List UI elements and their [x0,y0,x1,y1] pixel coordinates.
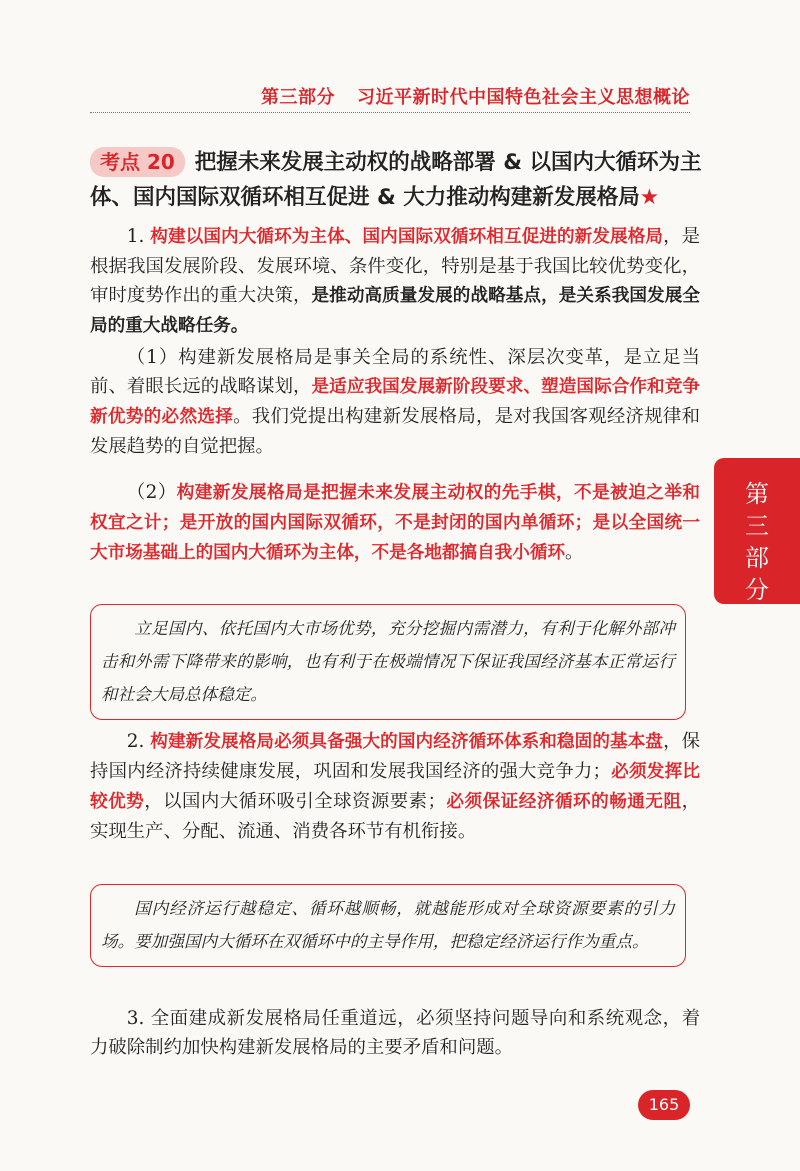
side-tab-char: 部 [745,544,769,572]
paragraph-2 [90,727,700,846]
header-title: 习近平新时代中国特色社会主义思想概论 [357,87,690,108]
body-text: （2） [126,482,177,503]
note-text: 立足国内、依托国内大市场优势，充分挖掘内需潜力，有利于化解外部冲击和外需下降带来的影响，也有利于在极端情况下保证我国经济基本正常运行和社会大局总体稳定。 [101,619,675,704]
emphasis-text: 必须发挥比较优势 [90,762,700,812]
page-header [0,0,800,118]
note-text: 国内经济运行越稳定、循环越顺畅，就越能形成对全球资源要素的引力场。要加强国内大循环在双循环中的主导作用，把稳定经济运行作为重点。 [101,899,675,951]
header-divider [90,112,690,113]
page-number-badge: 165 [638,1090,690,1120]
body-text: ，以国内大循环吸引全球资源要素； [144,791,446,812]
side-tab-char: 三 [745,512,769,540]
emphasis-text: 必须保证经济循环的畅通无阻 [445,792,682,812]
running-header [261,83,690,109]
body-text: ，是根据我国发展阶段、发展环境、条件变化，特别是基于我国比较优势变化，审时度势作出的重大决策， [90,226,700,306]
note-box-1 [90,604,686,720]
emphasis-text: 构建新发展格局必须具备强大的国内经济循环体系和稳固的基本盘 [150,732,664,752]
paragraph-1 [90,222,700,341]
body-text: ，实现生产、分配、流通、消费各环节有机衔接。 [90,791,700,842]
body-text: 3. 全面建成新发展格局任重道远，必须坚持问题导向和系统观念，着力破除制约加快构建新发展格局的主要矛盾和问题。 [90,1008,700,1058]
paragraph-3 [90,1004,700,1062]
side-tab-char: 第 [745,480,769,508]
body-text: 。我们党提出构建新发展格局，是对我国客观经济规律和发展趋势的自觉把握。 [90,406,700,457]
section-side-tab [714,458,800,604]
paragraph-1-2 [90,478,700,568]
paragraph-1-1 [90,343,700,461]
body-text: ，保持国内经济持续健康发展，巩固和发展我国经济的强大竞争力； [90,731,700,782]
body-text: 。 [565,542,584,563]
emphasis-text: 是适应我国发展新阶段要求、塑造国际合作和竞争新优势的必然选择 [90,377,700,427]
bold-text: 是推动高质量发展的战略基点，是关系我国发展全局的重大战略任务。 [90,286,700,336]
header-part: 第三部分 [261,87,335,108]
section-heading [90,145,710,215]
body-text: （1）构建新发展格局是事关全局的系统性、深层次变革，是立足当前、着眼长远的战略谋划， [90,347,700,397]
para-number: 1. [126,226,151,247]
star-icon: ★ [639,185,660,210]
side-tab-char: 分 [745,576,769,604]
note-box-2 [90,884,686,967]
section-title: 把握未来发展主动权的战略部署 & 以国内大循环为主体、国内国际双循环相互促进 & 大力推动构建新发展格局 [90,150,702,210]
exam-point-tag: 考点 20 [90,147,185,177]
emphasis-text: 构建以国内大循环为主体、国内国际双循环相互促进的新发展格局 [150,227,664,247]
emphasis-text: 构建新发展格局是把握未来发展主动权的先手棋，不是被迫之举和权宜之计；是开放的国内国际双循环，不是封闭的国内单循环；是以全国统一大市场基础上的国内大循环为主体，不是各地都搞自我小循环 [90,483,700,563]
para-number: 2. [126,731,151,752]
